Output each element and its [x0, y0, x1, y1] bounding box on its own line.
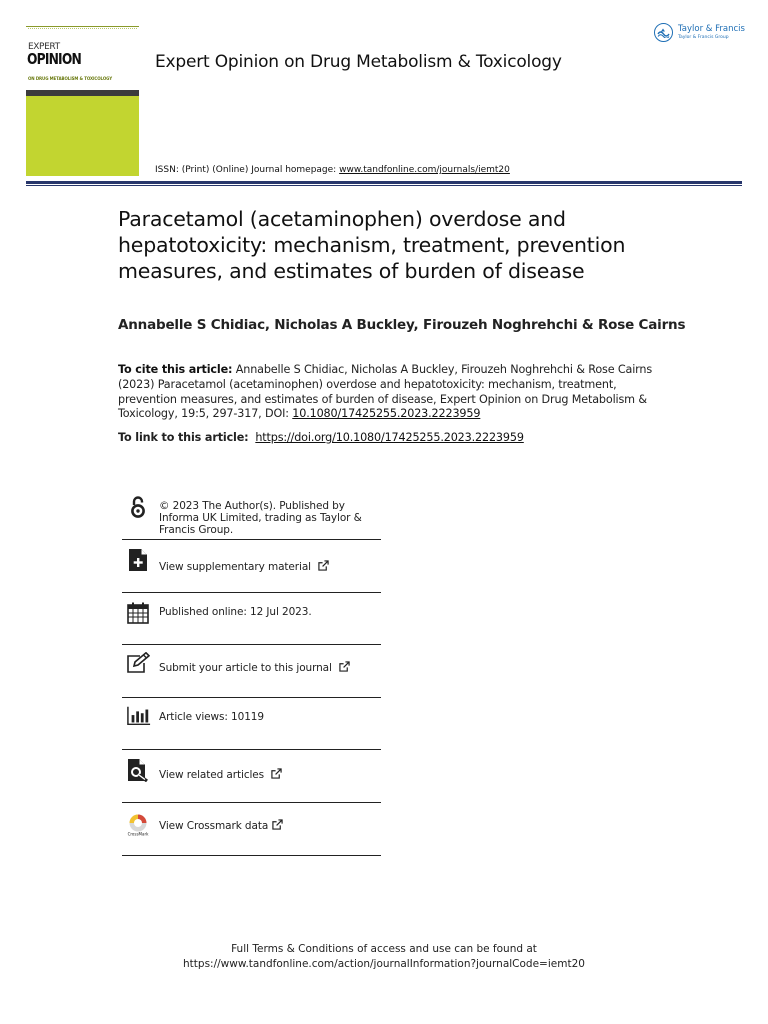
open-access-row [122, 492, 381, 540]
cite-doi-link[interactable]: 10.1080/17425255.2023.2223959 [292, 407, 481, 421]
document-plus-icon [126, 548, 150, 572]
related-label: View related articles [159, 769, 265, 781]
tf-group: Taylor & Francis Group [678, 35, 729, 40]
cover-subtitle: ON DRUG METABOLISM & TOXICOLOGY [28, 76, 113, 81]
views-row [122, 698, 381, 750]
supplementary-link[interactable] [159, 560, 329, 573]
crossmark-icon [126, 813, 150, 837]
cover-band [26, 90, 139, 96]
crossmark-link[interactable] [159, 819, 283, 832]
cover-opinion-text: OPINION [27, 50, 81, 68]
submit-row[interactable] [122, 645, 381, 698]
tf-name: Taylor & Francis [678, 24, 745, 34]
cover-rule [26, 26, 139, 27]
calendar-icon [126, 601, 150, 625]
submit-article-link[interactable] [159, 661, 350, 674]
article-info-list [122, 492, 381, 856]
article-link-line [118, 431, 524, 444]
footer-line-1: Full Terms & Conditions of access and use can be found at [231, 943, 537, 955]
external-link-icon [272, 819, 283, 830]
published-date: Published online: 12 Jul 2023. [159, 606, 312, 618]
article-views: Article views: 10119 [159, 711, 264, 723]
crossmark-logo-text: CrossMark [127, 831, 149, 836]
header-rule-thin [26, 185, 742, 186]
cover-expert-text: EXPERT [28, 42, 60, 52]
journal-cover [26, 24, 139, 176]
external-link-icon [271, 768, 282, 779]
issn-label: ISSN: (Print) (Online) Journal homepage: [155, 165, 337, 175]
citation-block [118, 363, 658, 422]
taylor-francis-logo[interactable] [654, 22, 750, 46]
article-title: Paracetamol (acetaminophen) overdose and hepatotoxicity: mechanism, treatment, prevention measures, and estimates of burden of disease [118, 207, 626, 283]
footer-terms-link[interactable]: https://www.tandfonline.com/action/journalInformation?journalCode=iemt20 [183, 957, 585, 970]
copyright-text: © 2023 The Author(s). Published by Informa UK Limited, trading as Taylor & Francis Group. [159, 500, 362, 536]
journal-homepage-link[interactable]: www.tandfonline.com/journals/iemt20 [339, 165, 510, 175]
related-articles-link[interactable] [159, 768, 282, 781]
bar-chart-icon [127, 704, 151, 728]
header-rule [26, 181, 742, 184]
cite-label: To cite this article: [118, 363, 233, 376]
cite-text: Annabelle S Chidiac, Nicholas A Buckley, Firouzeh Noghrehchi & Rose Cairns (2023) Paracetamol (acetaminophen) overdose and hepatotoxicity: mechanism, treatment, prevention measures, and estimates of burden of disease, Expert Opinion on Drug Metabolism & Toxicology, 19:5, 297-317, DOI: [118, 363, 653, 421]
related-row[interactable] [122, 750, 381, 803]
external-link-icon [318, 560, 329, 571]
cover-dots [28, 28, 137, 30]
issn-line [155, 165, 510, 175]
edit-icon [126, 651, 150, 675]
submit-label: Submit your article to this journal [159, 662, 332, 674]
link-label: To link to this article: [118, 431, 249, 444]
supplementary-row[interactable] [122, 540, 381, 593]
crossmark-row[interactable] [122, 803, 381, 856]
open-access-icon [126, 495, 150, 519]
supplementary-label: View supplementary material [159, 561, 311, 573]
terms-footer [0, 942, 768, 971]
crossmark-label: View Crossmark data [159, 820, 269, 832]
journal-title: Expert Opinion on Drug Metabolism & Toxicology [155, 52, 562, 72]
article-doi-link[interactable]: https://doi.org/10.1080/17425255.2023.2223959 [255, 431, 524, 444]
tf-wave-icon [654, 23, 673, 42]
document-search-icon [126, 758, 150, 782]
external-link-icon [339, 661, 350, 672]
article-authors: Annabelle S Chidiac, Nicholas A Buckley, Firouzeh Noghrehchi & Rose Cairns [118, 317, 686, 333]
published-row [122, 593, 381, 645]
